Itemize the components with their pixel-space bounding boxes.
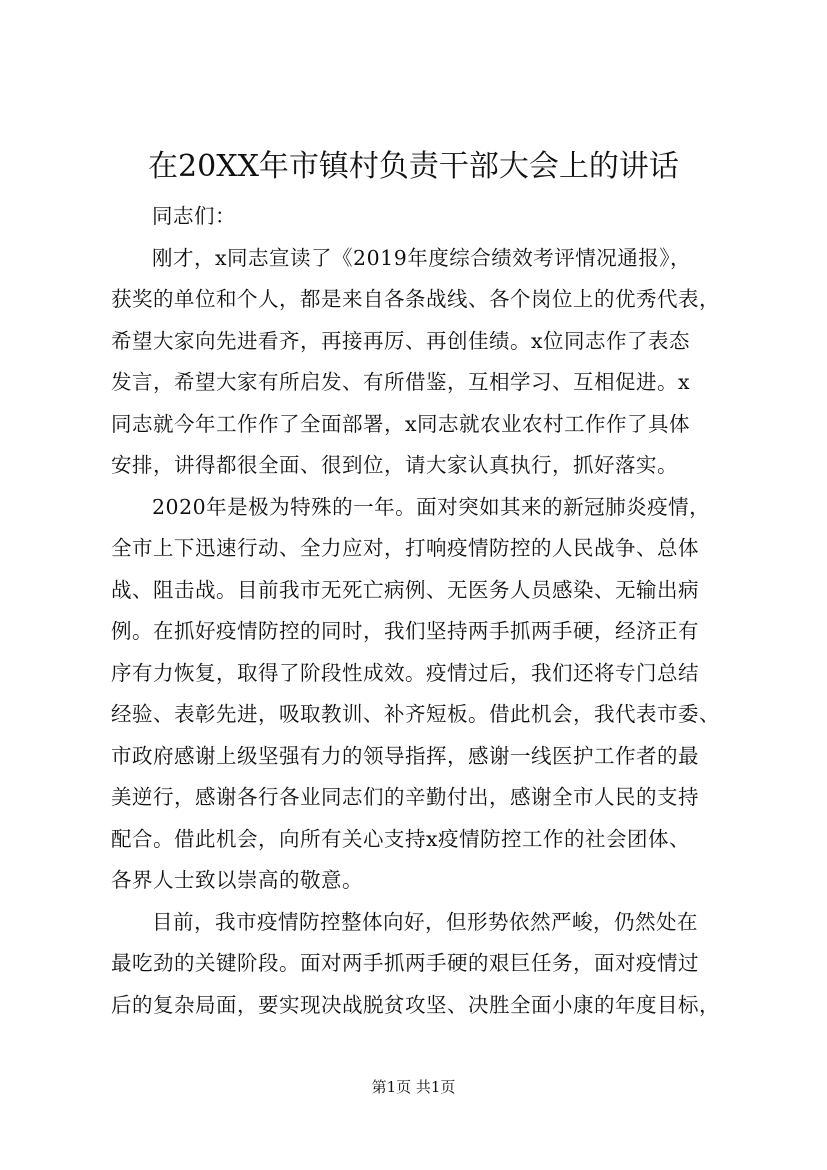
paragraph-1-line-4: 发言，希望大家有所启发、有所借鉴，互相学习、互相促进。x	[111, 370, 691, 394]
paragraph-2-line-6: 经验、表彰先进，吸取教训、补齐短板。借此机会，我代表市委、	[111, 702, 720, 726]
paragraph-1-line-6: 安排，讲得都很全面、很到位，请大家认真执行，抓好落实。	[111, 453, 678, 477]
salutation-line: 同志们：	[152, 204, 236, 228]
paragraph-1-line-3: 希望大家向先进看齐，再接再厉、再创佳绩。x位同志作了表态	[111, 328, 691, 353]
page-footer: 第1页 共1页	[371, 1078, 456, 1096]
paragraph-2-line-3: 战、阻击战。目前我市无死亡病例、无医务人员感染、无输出病	[111, 577, 699, 602]
paragraph-2-line-1: 2020年是极为特殊的一年。面对突如其来的新冠肺炎疫情，	[152, 494, 711, 519]
paragraph-2-line-2: 全市上下迅速行动、全力应对，打响疫情防控的人民战争、总体	[111, 536, 699, 560]
document-body	[111, 196, 739, 1026]
paragraph-1-line-1: 刚才，x同志宣读了《2019年度综合绩效考评情况通报》，	[152, 245, 691, 270]
document-title: 在20XX年市镇村负责干部大会上的讲话	[148, 149, 679, 184]
paragraph-3-line-1: 目前，我市疫情防控整体向好，但形势依然严峻，仍然处在	[152, 909, 698, 934]
paragraph-2-line-8: 美逆行，感谢各行各业同志们的辛勤付出，感谢全市人民的支持	[111, 785, 699, 809]
paragraph-2-line-5: 序有力恢复，取得了阶段性成效。疫情过后，我们还将专门总结	[111, 660, 699, 685]
paragraph-1-line-2: 获奖的单位和个人，都是来自各条战线、各个岗位上的优秀代表，	[111, 287, 720, 311]
paragraph-2-line-10: 各界人士致以崇高的敬意。	[111, 868, 363, 892]
paragraph-2-line-7: 市政府感谢上级坚强有力的领导指挥，感谢一线医护工作者的最	[111, 743, 699, 768]
paragraph-2-line-4: 例。在抓好疫情防控的同时，我们坚持两手抓两手硬，经济正有	[111, 619, 699, 643]
paragraph-3-line-3: 后的复杂局面，要实现决战脱贫攻坚、决胜全面小康的年度目标，	[111, 992, 720, 1017]
paragraph-2-line-9: 配合。借此机会，向所有关心支持x疫情防控工作的社会团体、	[111, 826, 691, 851]
paragraph-3-line-2: 最吃劲的关键阶段。面对两手抓两手硬的艰巨任务，面对疫情过	[111, 951, 699, 975]
paragraph-1-line-5: 同志就今年工作作了全面部署，x同志就农业农村工作作了具体	[111, 411, 691, 436]
